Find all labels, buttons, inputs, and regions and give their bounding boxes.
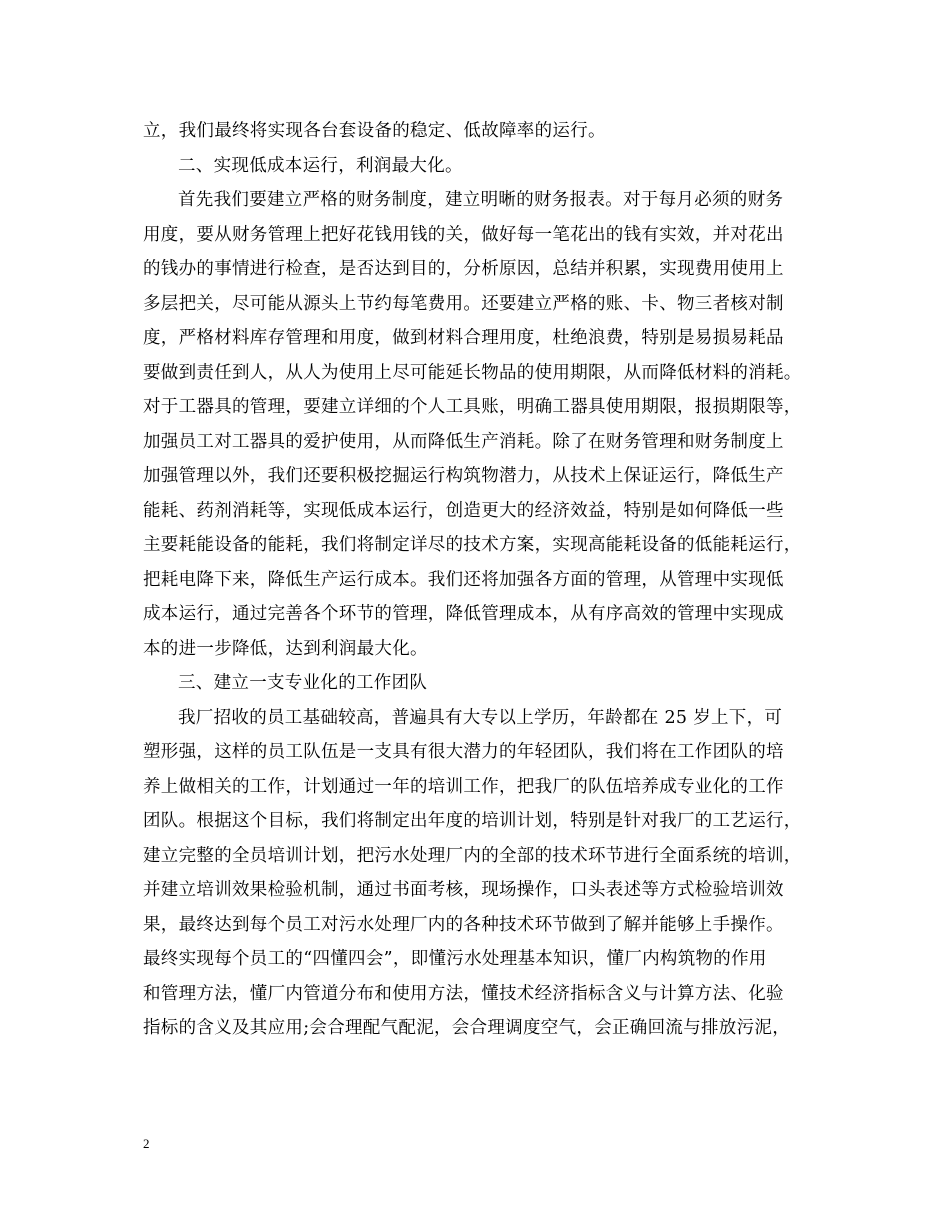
text-line-26: 和管理方法，懂厂内管道分布和使用方法，懂技术经济指标含义与计算方法、化验 (143, 983, 784, 1004)
text-line-20: 养上做相关的工作，计划通过一年的培训工作，把我厂的队伍培养成专业化的工作 (143, 776, 784, 797)
text-line-19: 塑形强，这样的员工队伍是一支具有很大潜力的年轻团队，我们将在工作团队的培 (143, 742, 784, 762)
section-heading-3: 三、建立一支专业化的工作团队 (178, 673, 428, 693)
text-line-21: 团队。根据这个目标，我们将制定出年度的培训计划，特别是针对我厂的工艺运行， (143, 811, 802, 831)
document-body (143, 114, 823, 1046)
text-line-25: 最终实现每个员工的“四懂四会”，即懂污水处理基本知识，懂厂内构筑物的作用 (143, 949, 767, 969)
page-number: 2 (143, 1136, 150, 1151)
text-line-13: 主要耗能设备的能耗，我们将制定详尽的技术方案，实现高能耗设备的低能耗运行， (143, 535, 802, 555)
text-line-4: 用度，要从财务管理上把好花钱用钱的关，做好每一笔花出的钱有实效，并对花出 (143, 224, 784, 245)
text-line-14: 把耗电降下来，降低生产运行成本。我们还将加强各方面的管理，从管理中实现低 (143, 569, 784, 590)
text-line-27: 指标的含义及其应用;会合理配气配泥，会合理调度空气，会正确回流与排放污泥， (143, 1018, 790, 1038)
text-line-18: 我厂招收的员工基础较高，普遍具有大专以上学历，年龄都在 25 岁上下，可 (178, 707, 783, 728)
text-line-23: 并建立培训效果检验机制，通过书面考核，现场操作，口头表述等方式检验培训效 (143, 880, 784, 900)
text-line-6: 多层把关，尽可能从源头上节约每笔费用。还要建立严格的账、卡、物三者核对制 (143, 293, 784, 314)
text-line-22: 建立完整的全员培训计划，把污水处理厂内的全部的技术环节进行全面系统的培训， (143, 845, 802, 866)
text-line-9: 对于工器具的管理，要建立详细的个人工具账，明确工器具使用期限，报损期限等， (143, 397, 802, 417)
text-line-15: 成本运行，通过完善各个环节的管理，降低管理成本，从有序高效的管理中实现成 (143, 604, 784, 624)
text-line-8: 要做到责任到人，从人为使用上尽可能延长物品的使用期限，从而降低材料的消耗。 (143, 362, 802, 383)
text-line-5: 的钱办的事情进行检查，是否达到目的，分析原因，总结并积累，实现费用使用上 (143, 259, 784, 279)
text-line-1: 立，我们最终将实现各台套设备的稳定、低故障率的运行。 (143, 121, 606, 141)
text-line-3: 首先我们要建立严格的财务制度，建立明晰的财务报表。对于每月必须的财务 (178, 190, 784, 210)
text-line-12: 能耗、药剂消耗等，实现低成本运行，创造更大的经济效益，特别是如何降低一些 (143, 500, 784, 521)
section-heading-2: 二、实现低成本运行，利润最大化。 (178, 155, 463, 176)
text-line-10: 加强员工对工器具的爱护使用，从而降低生产消耗。除了在财务管理和财务制度上 (143, 431, 784, 452)
text-line-11: 加强管理以外，我们还要积极挖掘运行构筑物潜力，从技术上保证运行，降低生产 (143, 466, 784, 486)
text-line-24: 果，最终达到每个员工对污水处理厂内的各种技术环节做到了解并能够上手操作。 (143, 914, 784, 935)
text-line-7: 度，严格材料库存管理和用度，做到材料合理用度，杜绝浪费，特别是易损易耗品 (143, 328, 784, 348)
text-line-16: 本的进一步降低，达到利润最大化。 (143, 638, 428, 659)
